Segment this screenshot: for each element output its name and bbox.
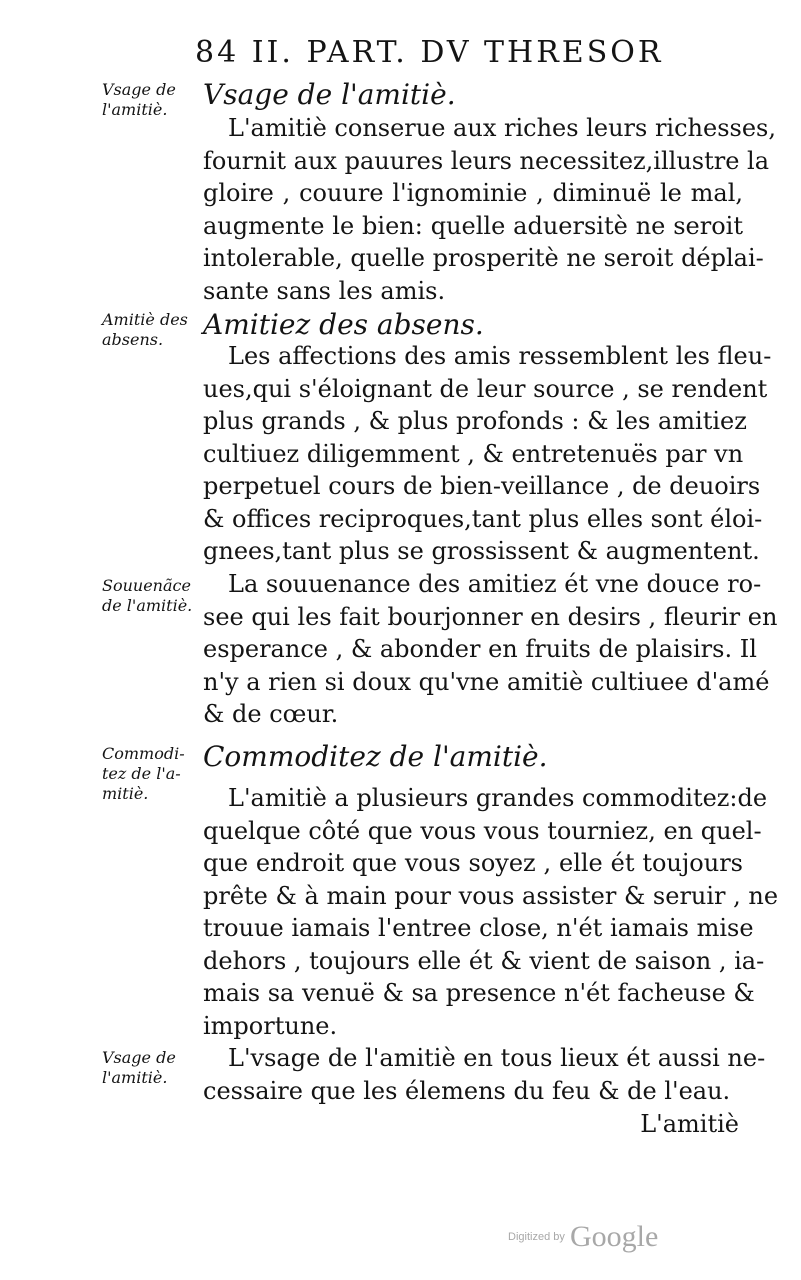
paragraph-vsage-2 [203,1042,766,1107]
margin-note-line: Souuenãce [102,576,191,595]
margin-note-line: Vsage de [102,80,176,99]
margin-note-line: absens. [102,330,164,349]
text-line: cessaire que les élemens du feu & de l'eau. [203,1076,731,1105]
text-line: importune. [203,1011,338,1040]
text-line: n'y a rien si doux qu'vne amitiè cultiuee d'amé [203,667,770,696]
text-line: plus grands , & plus profonds : & les amitiez [203,407,747,435]
section-heading-commoditez: Commoditez de l'amitiè. [203,740,548,773]
section-heading-absens: Amitiez des absens. [203,308,484,341]
text-line: mais sa venuë & sa presence n'ét facheuse & [203,979,755,1007]
text-line: see qui les fait bourjonner en desirs , fleurir en [203,602,778,631]
margin-note-line: de l'amitiè. [102,596,193,615]
margin-note-commoditez [102,744,200,804]
text-line: L'vsage de l'amitiè en tous lieux ét aussi ne- [228,1044,766,1072]
text-line: & de cœur. [203,700,339,728]
text-line: sante sans les amis. [203,276,446,305]
paragraph-vsage [203,112,776,307]
margin-note-souuenance [102,576,200,616]
running-header: 84 II. PART. DV THRESOR [195,35,664,70]
text-line: & offices reciproques,tant plus elles sont éloi- [203,504,763,533]
text-line: quelque côté que vous vous tourniez, en quel- [203,816,762,845]
text-line: intolerable, quelle prosperitè ne seroit déplai- [203,244,764,272]
margin-note-line: mitiè. [102,784,149,803]
text-line: Les affections des amis ressemblent les fleu- [228,342,772,370]
text-line: gloire , couure l'ignominie , diminuë le mal, [203,179,743,207]
text-line: cultiuez diligemment , & entretenuës par vn [203,439,744,468]
text-line: fournit aux pauures leurs necessitez,illustre la [203,146,770,175]
text-line: L'amitiè a plusieurs grandes commoditez:de [228,784,768,812]
margin-note-line: Amitiè des [102,310,188,329]
text-line: prête & à main pour vous assister & seruir , ne [203,881,779,910]
digitized-watermark [508,1220,658,1254]
paragraph-commoditez [203,782,779,1042]
margin-note-line: Commodi- [102,744,185,763]
text-line: augmente le bien: quelle aduersitè ne seroit [203,211,743,240]
margin-note-line: l'amitiè. [102,1068,168,1087]
text-line: gnees,tant plus se grossissent & augmentent. [203,537,760,565]
margin-note-line: l'amitiè. [102,100,168,119]
text-line: que endroit que vous soyez , elle ét toujours [203,849,743,877]
catchword: L'amitiè [640,1110,739,1138]
margin-note-line: tez de l'a- [102,764,181,783]
margin-note-line: Vsage de [102,1048,176,1067]
section-heading-vsage: Vsage de l'amitiè. [203,78,456,111]
paragraph-absens [203,340,772,568]
text-line: L'amitiè conserue aux riches leurs richesses, [228,114,776,142]
text-line: ues,qui s'éloignant de leur source , se rendent [203,374,768,403]
margin-note-vsage [102,80,200,120]
text-line: La souuenance des amitiez ét vne douce ro- [228,570,762,598]
text-line: esperance , & abonder en fruits de plaisirs. Il [203,635,757,663]
watermark-caption: Digitized by [508,1231,565,1243]
text-line: trouue iamais l'entree close, n'ét iamais mise [203,914,754,942]
text-line: dehors , toujours elle ét & vient de saison , ia- [203,946,765,975]
google-logo: Google [569,1220,659,1253]
paragraph-souuenance [203,568,778,731]
margin-note-absens [102,310,200,350]
text-line: perpetuel cours de bien-veillance , de deuoirs [203,472,761,500]
margin-note-vsage-2 [102,1048,200,1088]
